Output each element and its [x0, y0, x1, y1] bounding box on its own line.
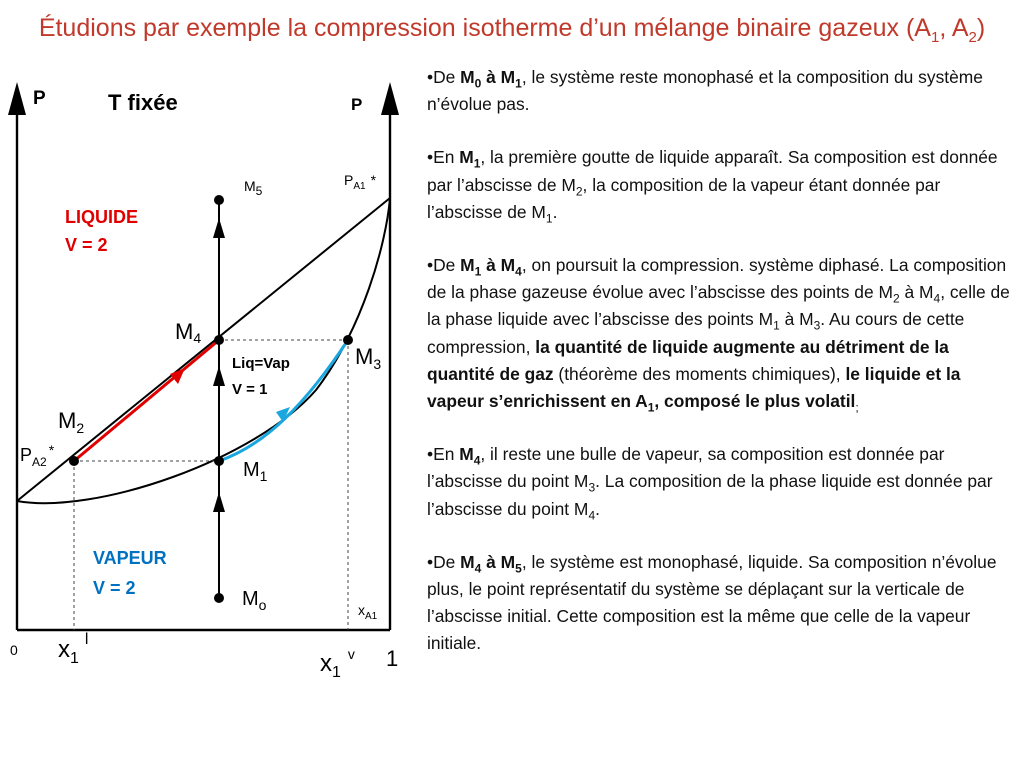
paragraph-1-segment: 1	[515, 76, 522, 91]
paragraph-2-segment: 2	[575, 184, 583, 199]
vapor-variance: V = 2	[93, 578, 136, 598]
paragraph-5	[427, 549, 1015, 658]
paragraph-1-segment: , le système reste monophasé et la composition du système n’évolue pas.	[427, 67, 983, 115]
paragraph-2-segment: •En	[427, 147, 460, 168]
paragraph-3-segment: . Au cours de cette compression,	[427, 309, 965, 357]
paragraph-5-segment: 5	[515, 561, 522, 576]
paragraph-4-segment: .	[595, 498, 600, 519]
paragraph-3-segment: à M	[779, 309, 814, 330]
m0-label: $M_o$	[242, 588, 267, 613]
liqvap-label: Liq=Vap	[232, 355, 290, 372]
point-m0	[214, 593, 224, 603]
title-sub-2: 2	[968, 29, 977, 46]
paragraph-3-segment: 1	[647, 400, 655, 415]
paragraph-2-segment: 1	[473, 156, 481, 171]
t-fixed-label: T fixée	[108, 90, 178, 115]
title-text-end: )	[976, 14, 986, 42]
point-m3	[343, 335, 353, 345]
point-m4	[214, 335, 224, 345]
paragraph-1	[427, 64, 1015, 118]
m5-label: M5	[244, 178, 263, 198]
x-zero-label: 0	[10, 642, 18, 658]
paragraph-2-segment: , la composition de la vapeur étant donnée par l’abscisse de M	[427, 174, 941, 222]
liqvap-variance: V = 1	[232, 381, 268, 398]
axis-p-left-label: P	[33, 88, 46, 109]
point-m5	[214, 195, 224, 205]
paragraph-3-segment: 4	[515, 264, 522, 279]
paragraph-2-segment: .	[552, 201, 558, 222]
paragraph-1-segment: M	[460, 67, 475, 87]
paragraph-3-segment: (théorème des moments chimiques),	[553, 363, 846, 384]
phase-diagram	[0, 60, 410, 700]
paragraph-3-segment: à M	[481, 255, 516, 276]
paragraph-1-segment: 0	[474, 76, 482, 91]
axes	[17, 102, 390, 630]
paragraph-3-segment: 3	[813, 318, 821, 333]
paragraph-3-segment: la quantité de liquide augmente au détriment de la quantité de gaz	[427, 336, 949, 384]
paragraph-3-segment: le liquide et la vapeur s’enrichissent en A	[427, 363, 961, 412]
point-m1	[214, 456, 224, 466]
liquid-variance: V = 2	[65, 235, 108, 255]
paragraph-3-segment: 1	[773, 318, 780, 333]
title-text-mid: , A	[939, 14, 969, 42]
paragraph-4-segment: 4	[473, 453, 481, 468]
paragraph-4-segment: 4	[588, 508, 596, 523]
paragraph-4-segment: . La composition de la phase liquide est donnée par l’abscisse du point M	[427, 471, 993, 519]
paragraph-3-segment: 4	[933, 291, 941, 306]
paragraph-4-segment: •En	[427, 444, 460, 465]
vapor-label: VAPEUR	[93, 548, 167, 568]
arrow-m4-m5-icon	[213, 218, 225, 238]
m4-label: M4	[175, 319, 202, 346]
paragraph-3-segment: 2	[892, 291, 900, 306]
xa1-label: $x_{A1}$	[358, 602, 378, 622]
paragraph-3-segment: •De	[427, 255, 461, 276]
title-sub-1: 1	[930, 29, 940, 46]
pa2-label: $P_{A2}^*$	[20, 442, 55, 469]
right-axis-arrow-icon	[381, 82, 399, 115]
state-points	[69, 195, 353, 603]
description-panel	[427, 64, 1015, 684]
x-one-label: 1	[386, 646, 399, 671]
axis-p-right-label: P	[351, 95, 363, 114]
red-path	[74, 340, 219, 461]
paragraph-5-segment: , le système est monophasé, liquide. Sa composition n’évolue plus, le point représentatif du système se déplaçant sur la verticale de l’abscisse initial. Cette composition est la même que celle de la vapeur initiale.	[427, 551, 997, 654]
paragraph-3-segment: à M	[899, 282, 934, 303]
paragraph-3-segment: , celle de la phase liquide avec l’abscisse des points M	[427, 282, 1010, 330]
paragraph-2-segment: M	[459, 147, 474, 168]
paragraph-3	[427, 252, 1015, 415]
paragraph-5-segment: M	[460, 551, 475, 572]
paragraph-3-segment: , on poursuit la compression. système diphasé. La composition de la phase gazeuse évolue avec l’abscisse des points de M	[427, 255, 1007, 303]
paragraph-5-segment: •De	[427, 551, 461, 572]
paragraph-3-segment: ;	[855, 400, 859, 415]
m3-label: $M_3$	[355, 344, 382, 372]
left-axis-arrow-icon	[8, 82, 26, 115]
paragraph-3-segment: , composé le plus volatil	[654, 391, 856, 412]
slide-title	[0, 14, 1024, 46]
paragraph-2	[427, 144, 1015, 226]
liquid-label: LIQUIDE	[65, 207, 139, 227]
paragraph-5-segment: 4	[474, 561, 482, 576]
x1l-label: $x_1^l$	[58, 631, 89, 667]
arrow-m0-m1-icon	[213, 492, 225, 512]
paragraph-2-segment: 1	[545, 211, 553, 226]
title-text: Étudions par exemple la compression isotherme d’un mélange binaire gazeux (A	[38, 14, 931, 42]
paragraph-5-segment: à M	[481, 551, 516, 572]
paragraph-1-segment: •De	[427, 67, 461, 87]
paragraph-2-segment: , la première goutte de liquide apparaît. Sa composition est donnée par l’abscisse de M	[427, 147, 998, 195]
pa1-label: $P_{A1}$ *	[344, 172, 377, 192]
x1v-label: $x_1^v$	[320, 646, 355, 681]
arrow-m1-m4-icon	[213, 366, 225, 386]
paragraph-4-segment: , il reste une bulle de vapeur, sa composition est donnée par l’abscisse du point M	[427, 444, 945, 492]
paragraph-3-segment: M	[460, 255, 475, 276]
paragraph-4	[427, 441, 1015, 523]
paragraph-4-segment: 3	[588, 480, 596, 495]
paragraph-4-segment: M	[459, 444, 474, 465]
point-m2	[69, 456, 79, 466]
m1-label: $M_1$	[243, 459, 268, 484]
paragraph-3-segment: 1	[474, 264, 482, 279]
m2-label: $M_2$	[58, 408, 85, 436]
paragraph-1-segment: à M	[481, 67, 516, 87]
